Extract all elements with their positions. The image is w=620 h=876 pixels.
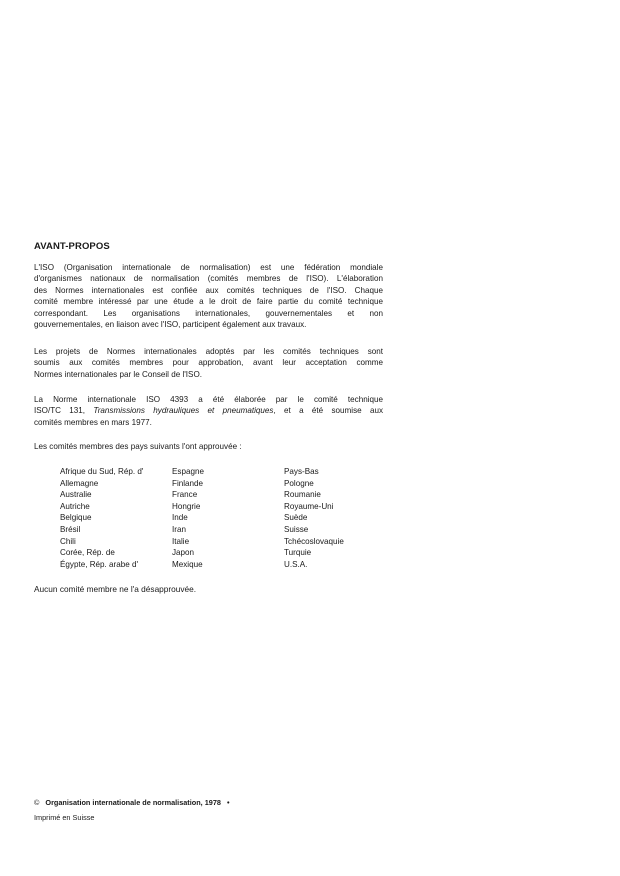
country-name: Chili xyxy=(60,536,76,546)
country-name: Allemagne xyxy=(60,478,99,488)
copyright-text: Organisation internationale de normalisation, 1978 xyxy=(45,798,221,807)
paragraph-line: correspondant. Les organisations internationales, gouvernementales et non xyxy=(34,308,383,318)
paragraph-line xyxy=(34,405,383,416)
disapproval-statement: Aucun comité membre ne l'a désapprouvée. xyxy=(34,584,197,594)
copyright-symbol: © xyxy=(34,798,40,807)
country-name: France xyxy=(172,490,198,500)
paragraph-line: L'ISO (Organisation internationale de normalisation) est une fédération mondiale xyxy=(34,263,383,272)
countries-column-1 xyxy=(60,466,143,570)
country-name: Pologne xyxy=(284,478,314,488)
country-name: Autriche xyxy=(60,501,90,511)
country-name: Italie xyxy=(172,536,190,546)
country-name: U.S.A. xyxy=(284,559,308,569)
paragraph-line: Normes internationales par le Conseil de l'ISO. xyxy=(34,369,202,379)
country-name: Inde xyxy=(172,513,188,523)
paragraph-line: gouvernementales, en liaison avec l'ISO, participent également aux travaux. xyxy=(34,320,307,330)
country-name: Brésil xyxy=(60,524,81,534)
paragraph-line: La Norme internationale ISO 4393 a été élaborée par le comité technique xyxy=(34,395,383,404)
country-name: Corée, Rép. de xyxy=(60,548,115,558)
country-name: Turquie xyxy=(284,548,312,558)
country-name: Égypte, Rép. arabe d' xyxy=(60,559,139,569)
countries-column-2 xyxy=(172,466,204,570)
foreword-paragraph-2 xyxy=(34,346,383,380)
committee-title: Transmissions hydrauliques et pneumatiques xyxy=(93,406,274,416)
approval-intro: Les comités membres des pays suivants l'ont approuvée : xyxy=(34,442,242,451)
country-name: Australie xyxy=(60,490,92,500)
country-name: Mexique xyxy=(172,559,203,569)
paragraph-text: , et a été soumise aux xyxy=(273,406,384,416)
foreword-paragraph-3 xyxy=(34,394,383,428)
paragraph-line: comité membre intéressé par une étude a le droit de faire partie du comité technique xyxy=(34,297,383,307)
standard-committee-ref: ISO/TC 131, xyxy=(34,406,94,416)
country-name: Iran xyxy=(172,524,186,534)
paragraph-line: soumis aux comités membres pour approbation, avant leur acceptation comme xyxy=(34,358,383,368)
country-name: Hongrie xyxy=(172,501,201,511)
foreword-heading: AVANT-PROPOS xyxy=(34,241,110,252)
country-name: Afrique du Sud, Rép. d' xyxy=(60,467,144,476)
country-name: Royaume-Uni xyxy=(284,501,334,511)
paragraph-line: des Normes internationales est confiée aux comités techniques de l'ISO. Chaque xyxy=(34,285,383,295)
paragraph-line: d'organismes nationaux de normalisation (comités membres de l'ISO). L'élaboration xyxy=(34,274,383,284)
foreword-paragraph-1 xyxy=(34,262,383,330)
bullet-icon: • xyxy=(226,798,230,807)
printed-in-notice: Imprimé en Suisse xyxy=(34,813,95,822)
country-name: Suisse xyxy=(284,524,309,534)
paragraph-line: Les projets de Normes internationales adoptés par les comités techniques sont xyxy=(34,347,383,356)
country-name: Finlande xyxy=(172,478,204,488)
country-name: Belgique xyxy=(60,513,92,523)
country-name: Suède xyxy=(284,513,308,523)
country-name: Espagne xyxy=(172,467,204,476)
country-name: Tchécoslovaquie xyxy=(284,536,344,546)
copyright-notice xyxy=(34,798,230,807)
country-name: Pays-Bas xyxy=(284,467,319,476)
country-name: Roumanie xyxy=(284,490,321,500)
country-name: Japon xyxy=(172,548,195,558)
countries-column-3 xyxy=(284,466,344,570)
paragraph-line: comités membres en mars 1977. xyxy=(34,417,152,427)
